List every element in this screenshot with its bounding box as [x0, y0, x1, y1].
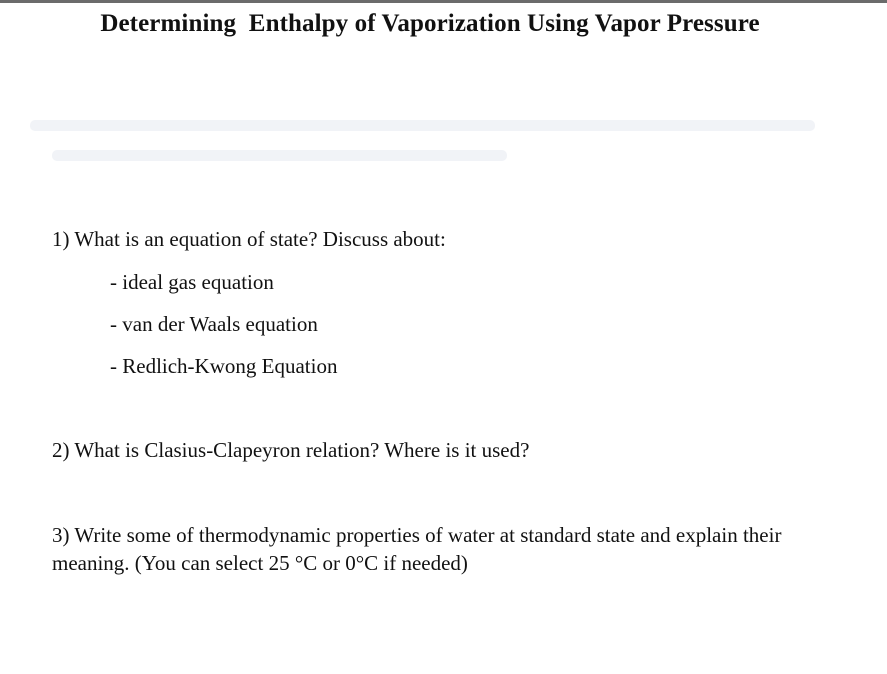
document-title: Determining Enthalpy of Vaporization Using Vapor Pressure — [100, 10, 760, 37]
question-2: 2) What is Clasius-Clapeyron relation? Where is it used? — [52, 438, 530, 462]
faded-line — [30, 120, 815, 131]
question-3: 3) Write some of thermodynamic properties of water at standard state and explain their meaning. (You can select 25 °C or 0°C if needed) — [52, 523, 782, 575]
faded-text-block — [30, 112, 830, 172]
top-border — [0, 0, 887, 3]
question-1-bullet-redlich-kwong: - Redlich-Kwong Equation — [110, 354, 338, 378]
question-1: 1) What is an equation of state? Discuss about: — [52, 227, 446, 251]
question-1-bullet-van-der-waals: - van der Waals equation — [110, 312, 318, 336]
faded-line — [52, 150, 507, 161]
question-1-bullet-ideal-gas: - ideal gas equation — [110, 270, 274, 294]
